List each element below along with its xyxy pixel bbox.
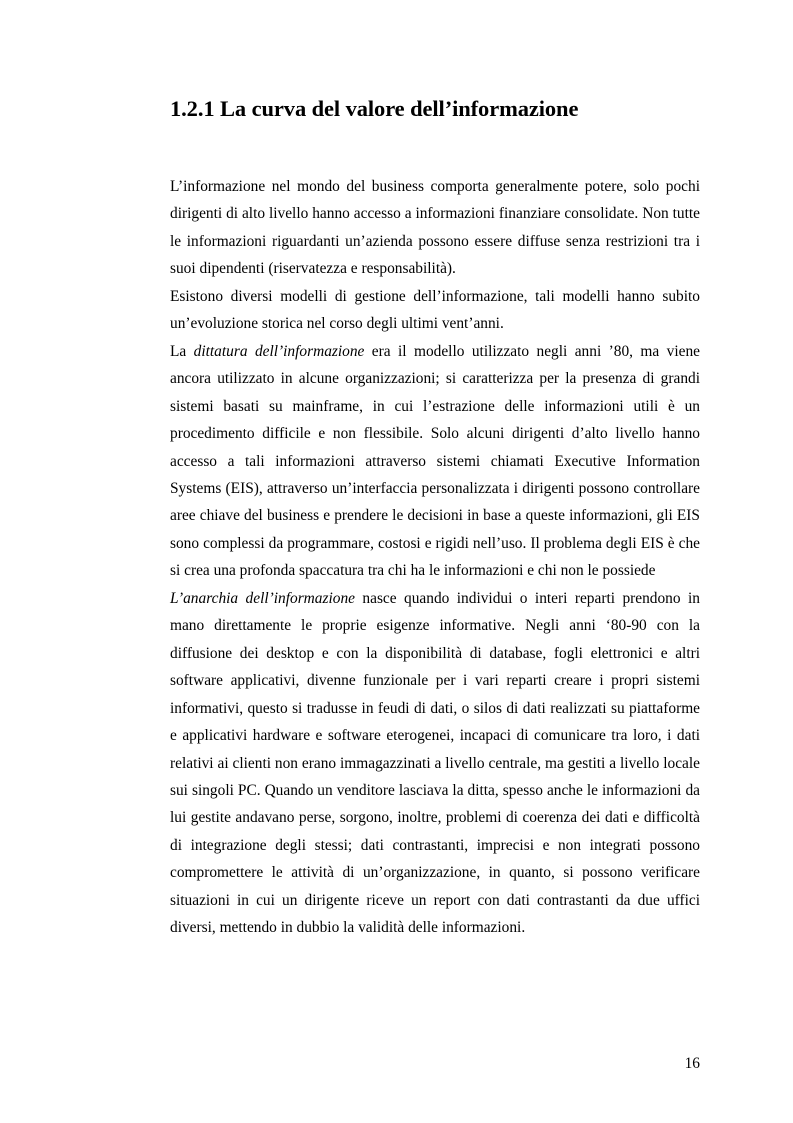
body-text — [170, 173, 700, 942]
term-information-anarchy: L’anarchia dell’informazione — [170, 589, 355, 607]
section-heading: 1.2.1 La curva del valore dell’informazione — [170, 96, 579, 121]
paragraph-management-models: Esistono diversi modelli di gestione dell’informazione, tali modelli hanno subito un’evoluzione storica nel corso degli ultimi vent’anni. — [170, 287, 700, 333]
paragraph-lead-text: La — [170, 342, 194, 360]
paragraph-body-text: era il modello utilizzato negli anni ’80, ma viene ancora utilizzato in alcune organizzazioni; si caratterizza per la presenza di grandi sistemi basati su mainframe, in cui l’estrazione delle informazioni utili è un procedimento difficile e non flessibile. Solo alcuni dirigenti d’alto livello hanno accesso a tali informazioni attraverso sistemi chiamati Executive Information Systems (EIS), attraverso un’interfaccia personalizzata i dirigenti possono controllare aree chiave del business e prendere le decisioni in base a queste informazioni, gli EIS sono complessi da programmare, costosi e rigidi nell’uso. Il problema degli EIS è che si crea una profonda spaccatura tra chi ha le informazioni e chi non le possiede — [170, 342, 700, 580]
paragraph-business-information: L’informazione nel mondo del business comporta generalmente potere, solo pochi dirigenti di alto livello hanno accesso a informazioni finanziare consolidate. Non tutte le informazioni riguardanti un’azienda possono essere diffuse senza restrizioni tra i suoi dipendenti (riservatezza e responsabilità). — [170, 178, 700, 278]
page-number: 16 — [684, 1055, 700, 1072]
term-information-dictatorship: dittatura dell’informazione — [193, 342, 365, 360]
paragraph-information-dictatorship — [170, 338, 700, 585]
paragraph-body-text: nasce quando individui o interi reparti prendono in mano direttamente le proprie esigenze informative. Negli anni ‘80-90 con la diffusione dei desktop e con la disponibilità di database, fogli elettronici e altri software applicativi, divenne funzionale per i vari reparti creare i propri sistemi informativi, questo si tradusse in feudi di dati, o silos di dati realizzati su piattaforme e applicativi hardware e software eterogenei, incapaci di comunicare tra loro, i dati relativi ai clienti non erano immagazzinati a livello centrale, ma gestiti a livello locale sui singoli PC. Quando un venditore lasciava la ditta, spesso anche le informazioni da lui gestite andavano perse, sorgono, inoltre, problemi di coerenza dei dati e difficoltà di integrazione degli stessi; dati contrastanti, imprecisi e non integrati possono compromettere le attività di un’organizzazione, in quanto, si possono verificare situazioni in cui un dirigente riceve un report con dati contrastanti da due uffici diversi, mettendo in dubbio la validità delle informazioni. — [170, 589, 700, 937]
paragraph-information-anarchy — [170, 585, 700, 942]
